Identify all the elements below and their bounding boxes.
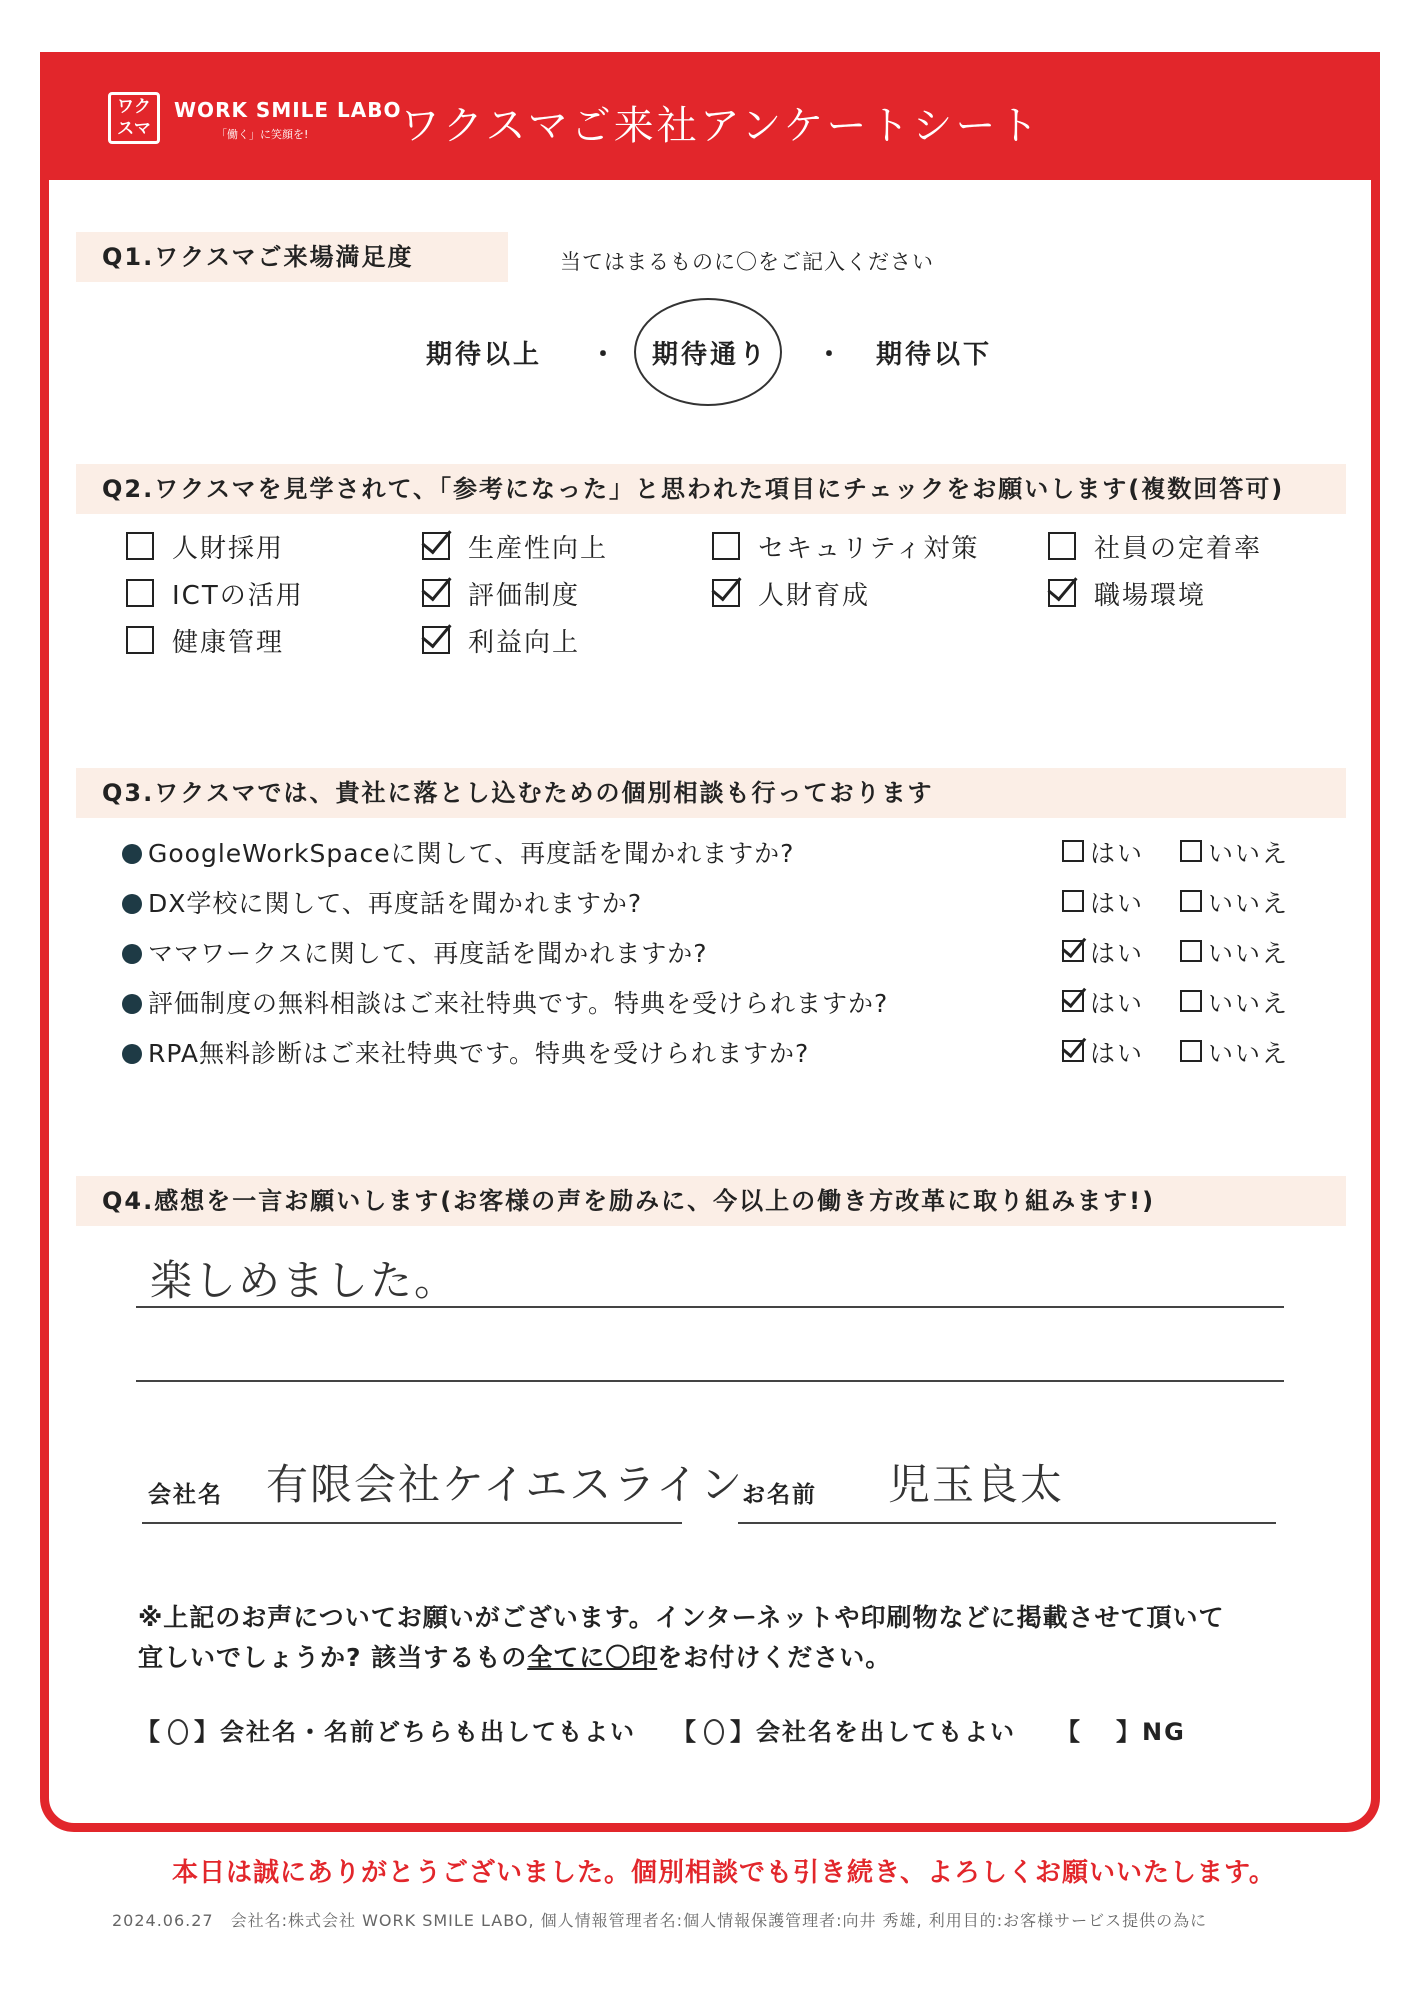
q3-yes-label-1: はい — [1090, 889, 1145, 918]
q2-label-2: 健康管理 — [172, 628, 285, 658]
bracket-open: 【 — [1056, 1718, 1082, 1746]
q1-note: 当てはまるものに〇をご記入ください — [560, 250, 934, 274]
q2-checkbox-1[interactable] — [126, 579, 154, 607]
company-value[interactable]: 有限会社ケイエスライン — [266, 1460, 745, 1509]
q2-label-6: セキュリティ対策 — [758, 534, 980, 564]
q2-title: Q2.ワクスマを見学されて、「参考になった」と思われた項目にチェックをお願いします(複数回答可) — [76, 464, 1346, 514]
q2-label-7: 人財育成 — [758, 581, 871, 611]
q3-no-checkbox-4[interactable] — [1180, 1040, 1202, 1062]
bullet-icon — [122, 1044, 142, 1064]
q4-comment[interactable]: 楽しめました。 — [150, 1256, 459, 1305]
q2-checkbox-2[interactable] — [126, 626, 154, 654]
q2-checkbox-0[interactable] — [126, 532, 154, 560]
publish-note-line-2 — [138, 1638, 891, 1674]
comment-line-1 — [136, 1306, 1284, 1308]
q4-title: Q4.感想を一言お願いします(お客様の声を励みに、今以上の働き方改革に取り組みます!) — [76, 1176, 1346, 1226]
name-value[interactable]: 児玉良太 — [888, 1460, 1065, 1509]
note-post: をお付けください。 — [657, 1643, 892, 1672]
q3-no-checkbox-0[interactable] — [1180, 840, 1202, 862]
q2-label-4: 評価制度 — [468, 581, 581, 611]
q2-label-9: 職場環境 — [1094, 581, 1207, 611]
q3-row-1 — [122, 884, 642, 920]
q1-option-as-expected[interactable]: 期待通り — [652, 340, 769, 370]
consent-option-ng-label: NG — [1142, 1718, 1186, 1746]
q2-label-0: 人財採用 — [172, 534, 285, 564]
q1-option-below[interactable]: 期待以下 — [876, 340, 993, 370]
circle-mark-icon — [704, 1719, 724, 1745]
logo-subtitle: 「働く」に笑顔を! — [216, 128, 309, 141]
consent-option-ng[interactable] — [1056, 1712, 1186, 1747]
q3-question-1: DX学校に関して、再度話を聞かれますか? — [148, 889, 643, 918]
q2-checkbox-8[interactable] — [1048, 532, 1076, 560]
footer-info: 2024.06.27 会社名:株式会社 WORK SMILE LABO, 個人情報管理者名:個人情報保護管理者:向井 秀雄, 利用目的:お客様サービス提供の為に — [112, 1911, 1208, 1930]
q1-option-above[interactable]: 期待以上 — [426, 340, 543, 370]
q2-checkbox-7[interactable] — [712, 579, 740, 607]
company-line — [142, 1522, 682, 1524]
q3-row-0 — [122, 834, 794, 870]
q3-yes-checkbox-0[interactable] — [1062, 840, 1084, 862]
q3-no-label-2: いいえ — [1208, 939, 1290, 968]
name-line — [738, 1522, 1276, 1524]
q3-row-3 — [122, 984, 888, 1020]
q3-yes-checkbox-2[interactable] — [1062, 940, 1084, 962]
publish-note-line-1: ※上記のお声についてお願いがございます。インターネットや印刷物などに掲載させて頂いて — [138, 1603, 1225, 1632]
bracket-close: 】 — [730, 1718, 756, 1746]
q3-yes-label-2: はい — [1090, 939, 1145, 968]
q3-no-label-3: いいえ — [1208, 989, 1290, 1018]
q3-no-label-0: いいえ — [1208, 839, 1290, 868]
bracket-open: 【 — [672, 1718, 698, 1746]
q3-no-checkbox-3[interactable] — [1180, 990, 1202, 1012]
logo-mark-text: ワク スマ — [117, 97, 151, 139]
note-underline: 全てに〇印 — [527, 1643, 658, 1672]
q3-yes-label-4: はい — [1090, 1039, 1145, 1068]
q3-no-label-1: いいえ — [1208, 889, 1290, 918]
logo-mark — [108, 92, 160, 144]
q1-title: Q1.ワクスマご来場満足度 — [76, 232, 508, 282]
q3-row-2 — [122, 934, 708, 970]
consent-option-company[interactable] — [672, 1712, 1016, 1747]
bracket-open: 【 — [136, 1718, 162, 1746]
circle-mark-icon — [168, 1719, 188, 1745]
consent-option-both[interactable] — [136, 1712, 636, 1747]
q3-no-checkbox-2[interactable] — [1180, 940, 1202, 962]
q2-checkbox-6[interactable] — [712, 532, 740, 560]
thanks-message: 本日は誠にありがとうございました。個別相談でも引き続き、よろしくお願いいたします。 — [172, 1858, 1276, 1888]
q2-checkbox-3[interactable] — [422, 532, 450, 560]
q3-question-0: GoogleWorkSpaceに関して、再度話を聞かれますか? — [148, 839, 795, 868]
bracket-close: 】 — [1116, 1718, 1142, 1746]
q2-label-5: 利益向上 — [468, 628, 581, 658]
q3-yes-checkbox-1[interactable] — [1062, 890, 1084, 912]
q2-label-3: 生産性向上 — [468, 534, 609, 564]
consent-option-both-label: 会社名・名前どちらも出してもよい — [220, 1718, 636, 1746]
name-label: お名前 — [742, 1482, 817, 1508]
q3-yes-checkbox-4[interactable] — [1062, 1040, 1084, 1062]
note-pre: 宜しいでしょうか? 該当するもの — [138, 1643, 528, 1672]
bracket-close: 】 — [194, 1718, 220, 1746]
consent-option-company-label: 会社名を出してもよい — [756, 1718, 1016, 1746]
comment-line-2 — [136, 1380, 1284, 1382]
q3-yes-label-3: はい — [1090, 989, 1145, 1018]
q3-question-4: RPA無料診断はご来社特典です。特典を受けられますか? — [148, 1039, 810, 1068]
company-label: 会社名 — [148, 1482, 223, 1508]
bullet-icon — [122, 994, 142, 1014]
q3-yes-label-0: はい — [1090, 839, 1145, 868]
q2-label-8: 社員の定着率 — [1094, 534, 1263, 564]
bullet-icon — [122, 894, 142, 914]
q1-separator: ・ — [590, 340, 617, 370]
header-bar — [40, 52, 1380, 180]
q3-yes-checkbox-3[interactable] — [1062, 990, 1084, 1012]
q2-checkbox-4[interactable] — [422, 579, 450, 607]
q3-question-2: ママワークスに関して、再度話を聞かれますか? — [148, 939, 708, 968]
q3-title: Q3.ワクスマでは、貴社に落とし込むための個別相談も行っております — [76, 768, 1346, 818]
bullet-icon — [122, 844, 142, 864]
q2-checkbox-9[interactable] — [1048, 579, 1076, 607]
q3-question-3: 評価制度の無料相談はご来社特典です。特典を受けられますか? — [148, 989, 889, 1018]
q3-row-4 — [122, 1034, 809, 1070]
q3-no-checkbox-1[interactable] — [1180, 890, 1202, 912]
q2-checkbox-5[interactable] — [422, 626, 450, 654]
q3-no-label-4: いいえ — [1208, 1039, 1290, 1068]
q1-separator: ・ — [816, 340, 843, 370]
logo-text: WORK SMILE LABO — [174, 98, 402, 122]
q2-label-1: ICTの活用 — [172, 581, 304, 611]
bullet-icon — [122, 944, 142, 964]
page-title: ワクスマご来社アンケートシート — [400, 103, 1042, 149]
